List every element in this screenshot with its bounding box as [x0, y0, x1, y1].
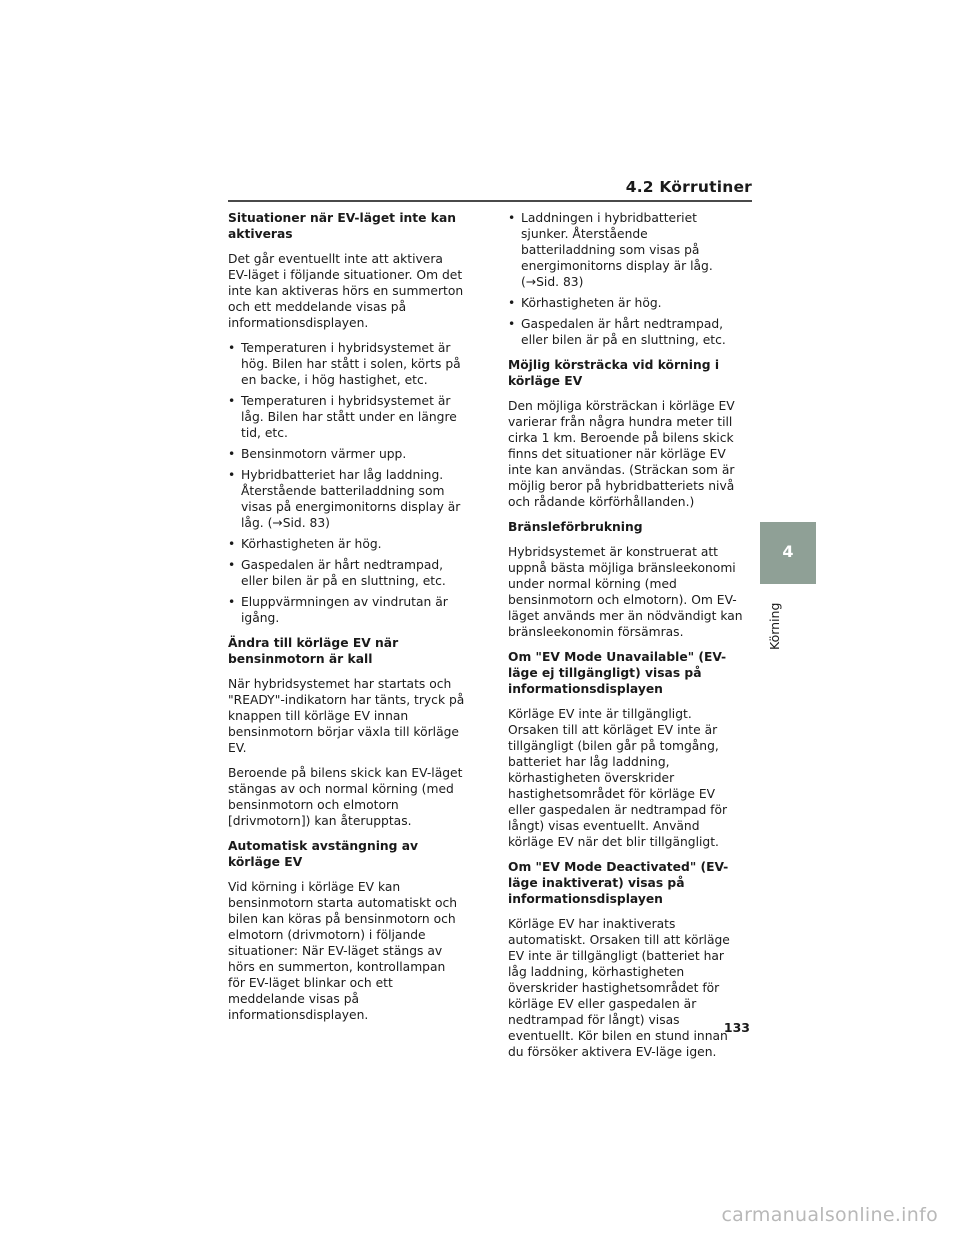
- bullet-dot: •: [228, 394, 236, 408]
- paragraph-auto-shutoff: Vid körning i körläge EV kan bensinmotorn starta automatiskt och bilen kan köras på bensinmotorn och elmotorn (drivmotorn) i följande situationer: När EV-läget stängs av hörs en summerton, kontrollampan för EV-läget blinkar och ett meddelande visas på informationsdisplayen.: [228, 880, 458, 1022]
- page-reference-link[interactable]: Sid. 83): [282, 516, 330, 530]
- chapter-tab[interactable]: [760, 522, 816, 584]
- bullet-item: [228, 467, 466, 531]
- bullet-text: Körhastigheten är hög.: [241, 537, 382, 551]
- section-header-title: 4.2 Körrutiner: [625, 178, 752, 196]
- left-column: [228, 210, 466, 1032]
- bullet-dot: •: [228, 447, 236, 461]
- bullet-text: Temperaturen i hybridsystemet är hög. Bilen har stått i solen, körts på en backe, i hög hastighet, etc.: [241, 341, 461, 387]
- heading-ev-unavailable: Om "EV Mode Unavailable" (EV-läge ej tillgängligt) visas på informationsdisplayen: [508, 650, 727, 696]
- chapter-tab-label: Körning: [767, 602, 782, 650]
- bullet-dot: •: [508, 211, 516, 225]
- bullet-dot: •: [228, 468, 236, 482]
- paragraph-fuel: Hybridsystemet är konstruerat att uppnå bästa möjliga bränsleekonomi under normal körning (med bensinmotorn och elmotorn). Om EV-läget används mer än nödvändigt kan bränsleekonomin försämras.: [508, 545, 743, 639]
- heading-ev-deactivated: Om "EV Mode Deactivated" (EV-läge inaktiverat) visas på informationsdisplayen: [508, 860, 729, 906]
- bullet-item: [228, 340, 466, 388]
- bullet-dot: •: [228, 558, 236, 572]
- page-number: 133: [723, 1020, 750, 1035]
- bullet-dot: •: [228, 595, 236, 609]
- bullet-item: [508, 295, 744, 311]
- watermark: carmanualsonline.info: [721, 1204, 938, 1226]
- bullet-dot: •: [228, 537, 236, 551]
- paragraph-condition: Beroende på bilens skick kan EV-läget stängas av och normal körning (med bensinmotorn och elmotorn [drivmotorn]) kan återupptas.: [228, 766, 463, 828]
- bullet-dot: •: [508, 296, 516, 310]
- arrow-right-icon: →: [272, 516, 283, 530]
- bullet-text: Laddningen i hybridbatteriet sjunker. Återstående batteriladdning som visas på energimonitorns display är låg. (: [521, 211, 713, 289]
- right-column: [508, 210, 744, 1069]
- bullet-text: Bensinmotorn värmer upp.: [241, 447, 407, 461]
- paragraph-range: Den möjliga körsträckan i körläge EV varierar från några hundra meter till cirka 1 km. Beroende på bilens skick finns det situationer när körläge EV inte kan användas. (Sträckan som är möjlig beror på hybridbatteriets nivå och rådande körförhållanden.): [508, 399, 735, 509]
- heading-cold-engine: Ändra till körläge EV när bensinmotorn är kall: [228, 636, 399, 666]
- heading-auto-shutoff: Automatisk avstängning av körläge EV: [228, 839, 419, 869]
- bullet-dot: •: [228, 341, 236, 355]
- paragraph-intro: Det går eventuellt inte att aktivera EV-läget i följande situationer. Om det inte kan aktiveras hörs en summerton och ett meddelande visas på informationsdisplayen.: [228, 252, 464, 330]
- bullet-text: Gaspedalen är hårt nedtrampad, eller bilen är på en sluttning, etc.: [521, 317, 726, 347]
- bullet-dot: •: [508, 317, 516, 331]
- heading-fuel: Bränsleförbrukning: [508, 520, 643, 534]
- bullet-text: Hybridbatteriet har låg laddning. Återstående batteriladdning som visas på energimonitorns display är låg. (: [241, 468, 461, 530]
- heading-ev-not-activated: Situationer när EV-läget inte kan aktiveras: [228, 211, 457, 241]
- bullet-item: [228, 446, 466, 462]
- bullet-item: [508, 210, 744, 290]
- paragraph-ready: När hybridsystemet har startats och "READY"-indikatorn har tänts, tryck på knappen till körläge EV innan bensinmotorn börjar växla till körläge EV.: [228, 677, 465, 755]
- bullet-item: [228, 536, 466, 552]
- bullet-item: [228, 594, 466, 626]
- bullet-item: [508, 316, 744, 348]
- heading-range: Möjlig körsträcka vid körning i körläge EV: [508, 358, 720, 388]
- bullet-text: Eluppvärmningen av vindrutan är igång.: [241, 595, 448, 625]
- chapter-tab-number: 4: [782, 542, 794, 561]
- bullet-text: Gaspedalen är hårt nedtrampad, eller bilen är på en sluttning, etc.: [241, 558, 446, 588]
- header-rule: [228, 200, 752, 202]
- bullet-text: Körhastigheten är hög.: [521, 296, 662, 310]
- bullet-item: [228, 393, 466, 441]
- arrow-right-icon: →: [525, 275, 537, 289]
- paragraph-ev-deactivated: Körläge EV har inaktiverats automatiskt. Orsaken till att körläge EV inte är tillgängligt (batteriet har låg laddning, körhastigheten överskrider hastighetsområdet för körläge EV eller gaspedalen är nedtrampad för långt) visas eventuellt. Kör bilen en stund innan du försöker aktivera EV-läge igen.: [508, 917, 730, 1059]
- bullet-text: Temperaturen i hybridsystemet är låg. Bilen har stått under en längre tid, etc.: [241, 394, 457, 440]
- paragraph-ev-unavailable: Körläge EV inte är tillgängligt. Orsaken till att körläget EV inte är tillgängligt (bilen går på tomgång, batteriet har låg laddning, körhastigheten överskrider hastighetsområdet för körläge EV eller gaspedalen är nedtrampad för långt) visas eventuellt. Använd körläge EV när det blir tillgängligt.: [508, 707, 728, 849]
- bullet-item: [228, 557, 466, 589]
- page-reference-link[interactable]: Sid. 83): [536, 275, 584, 289]
